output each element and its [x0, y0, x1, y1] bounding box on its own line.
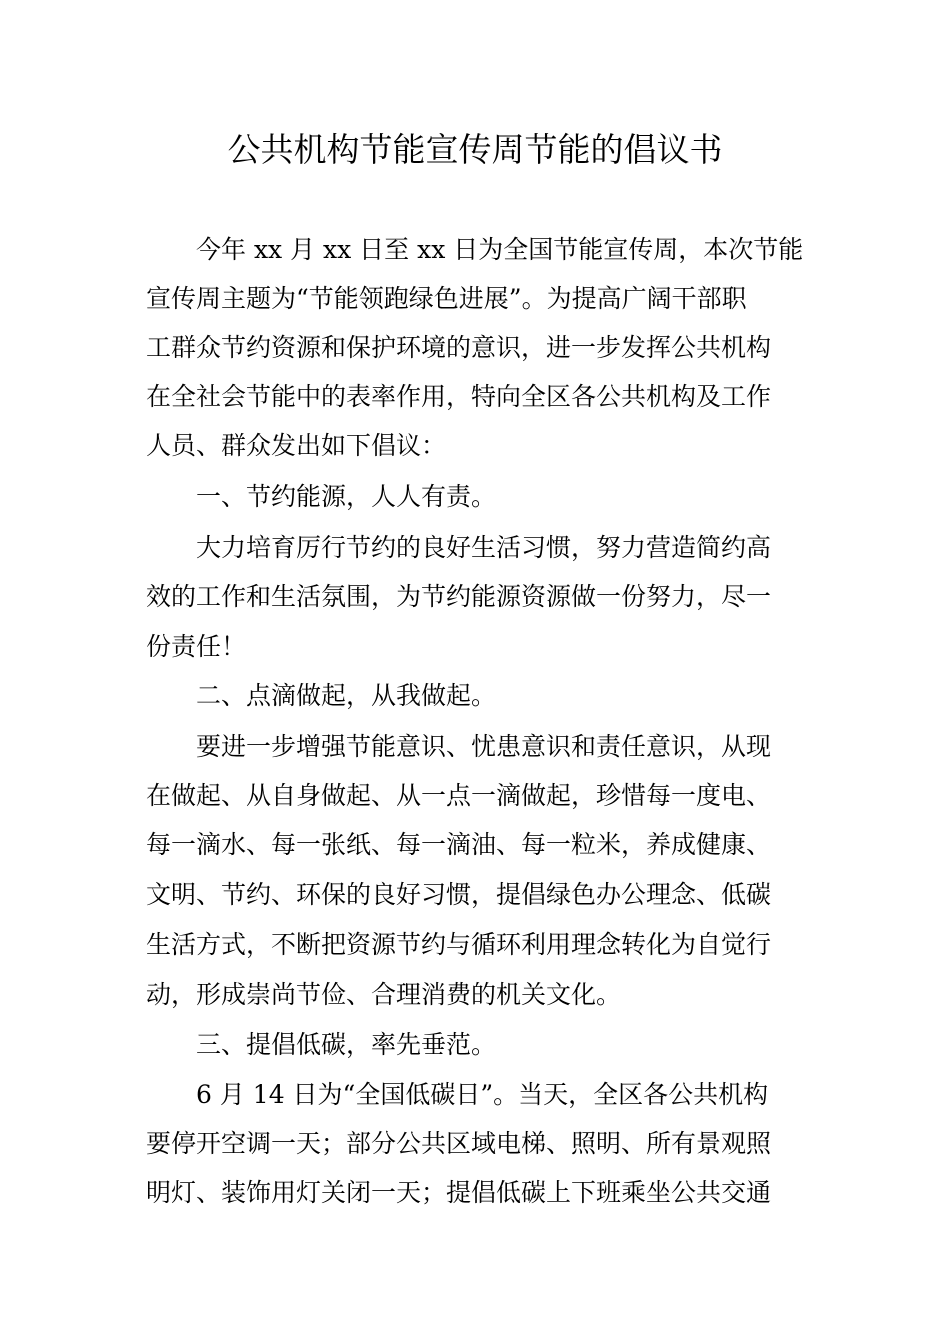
line-text: 生活方式，不断把资源节约与循环利用理念转化为自觉行	[146, 930, 772, 959]
line-text: 三、提倡低碳，率先垂范。	[196, 1030, 497, 1059]
paragraph-line	[0, 377, 950, 417]
line-text: 在做起、从自身做起、从一点一滴做起，珍惜每一度电、	[146, 781, 772, 810]
line-text: 大力培育厉行节约的良好生活习惯，努力营造简约高	[196, 533, 772, 562]
line-text: 明灯、装饰用灯关闭一天；提倡低碳上下班乘坐公共交通	[146, 1178, 772, 1207]
paragraph-line	[0, 230, 950, 270]
line-text: 每一滴水、每一张纸、每一滴油、每一粒米，养成健康、	[146, 830, 772, 859]
paragraph-line	[0, 975, 950, 1015]
paragraph-line	[0, 1075, 950, 1115]
section-heading	[0, 477, 950, 517]
line-text: 在全社会节能中的表率作用，特向全区各公共机构及工作	[146, 382, 772, 411]
section-heading	[0, 676, 950, 716]
line-text: 6 月 14 日为“全国低碳日”。当天，全区各公共机构	[196, 1080, 769, 1109]
line-text: 要进一步增强节能意识、忧患意识和责任意识，从现	[196, 732, 772, 761]
line-text: 二、点滴做起，从我做起。	[196, 681, 497, 710]
paragraph-line	[0, 1124, 950, 1164]
line-text: 文明、节约、环保的良好习惯，提倡绿色办公理念、低碳	[146, 880, 772, 909]
section-heading	[0, 1025, 950, 1065]
line-text: 份责任！	[146, 632, 247, 661]
paragraph-line	[0, 528, 950, 568]
line-text: 要停开空调一天；部分公共区域电梯、照明、所有景观照	[146, 1129, 772, 1158]
paragraph-line	[0, 1173, 950, 1213]
paragraph-line	[0, 279, 950, 319]
paragraph-line	[0, 577, 950, 617]
paragraph-line	[0, 328, 950, 368]
line-text: 人员、群众发出如下倡议：	[146, 431, 447, 460]
paragraph-line	[0, 875, 950, 915]
paragraph-line	[0, 627, 950, 667]
paragraph-line	[0, 925, 950, 965]
line-text: 今年 xx 月 xx 日至 xx 日为全国节能宣传周，本次节能	[196, 235, 804, 264]
paragraph-line	[0, 426, 950, 466]
paragraph-line	[0, 727, 950, 767]
paragraph-line	[0, 776, 950, 816]
line-text: 工群众节约资源和保护环境的意识，进一步发挥公共机构	[146, 333, 772, 362]
line-text: 宣传周主题为“节能领跑绿色进展”。为提高广阔干部职	[146, 284, 747, 313]
line-text: 一、节约能源，人人有责。	[196, 482, 497, 511]
line-text: 效的工作和生活氛围，为节约能源资源做一份努力，尽一	[146, 582, 772, 611]
document-title: 公共机构节能宣传周节能的倡议书	[227, 130, 723, 169]
paragraph-line	[0, 825, 950, 865]
line-text: 动，形成崇尚节俭、合理消费的机关文化。	[146, 980, 622, 1009]
